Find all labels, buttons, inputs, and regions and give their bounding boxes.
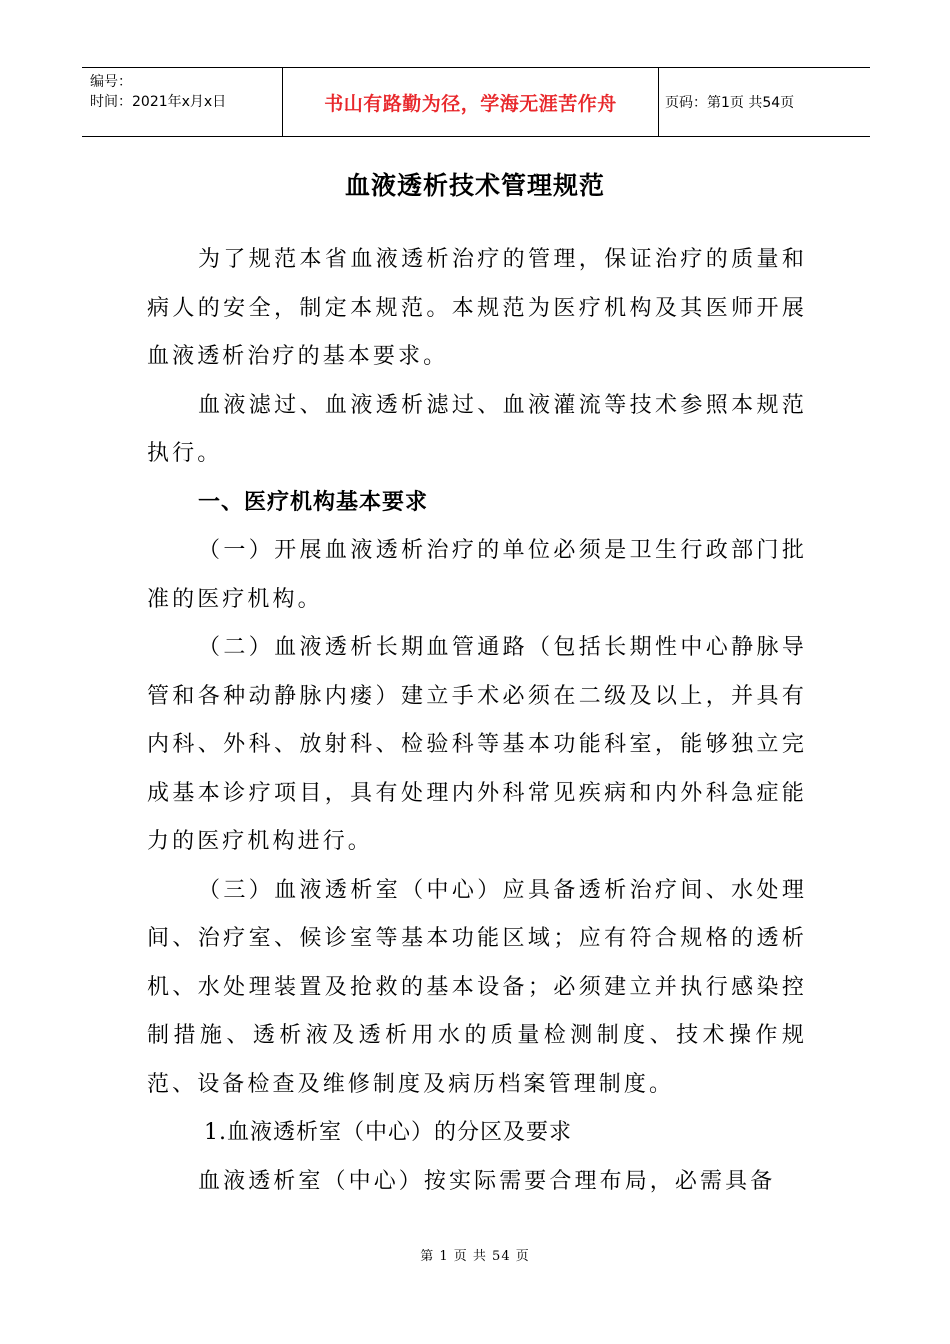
requirement-item-3: （三）血液透析室（中心）应具备透析治疗间、水处理间、治疗室、候诊室等基本功能区域；应有符合规格的透析机、水处理装置及抢救的基本设备；必须建立并执行感染控制措施、透析液及透析用水的质量检测制度、技术操作规范、设备检查及维修制度及病历档案管理制度。 (147, 877, 807, 1097)
document-title: 血液透析技术管理规范 (344, 171, 605, 200)
layout-paragraph: 血液透析室（中心）按实际需要合理布局，必需具备 (198, 1168, 776, 1194)
document-time-label: 时间：2021年x月x日 (90, 94, 227, 110)
intro-paragraph: 为了规范本省血液透析治疗的管理，保证治疗的质量和病人的安全，制定本规范。本规范为医疗机构及其医师开展血液透析治疗的基本要求。 (147, 247, 807, 369)
header-table (82, 67, 870, 137)
scope-paragraph: 血液滤过、血液透析滤过、血液灌流等技术参照本规范执行。 (147, 392, 807, 466)
requirement-item-1: （一）开展血液透析治疗的单位必须是卫生行政部门批准的医疗机构。 (147, 538, 807, 612)
header-motto: 书山有路勤为径，学海无涯苦作舟 (283, 68, 659, 136)
header-page-info: 页码：第1页 共54页 (665, 95, 795, 111)
subsection-heading: 1.血液透析室（中心）的分区及要求 (204, 1120, 572, 1145)
section-heading: 一、医疗机构基本要求 (198, 489, 429, 515)
document-number-label: 编号： (90, 74, 132, 90)
header-meta-cell (82, 68, 283, 136)
requirement-item-2: （二）血液透析长期血管通路（包括长期性中心静脉导管和各种动静脉内瘘）建立手术必须在二级及以上，并具有内科、外科、放射科、检验科等基本功能科室，能够独立完成基本诊疗项目，具有处理内外科常见疾病和内外科急症能力的医疗机构进行。 (147, 635, 807, 854)
page-footer: 第 1 页 共 54 页 (420, 1249, 530, 1264)
document-body (147, 236, 807, 1206)
